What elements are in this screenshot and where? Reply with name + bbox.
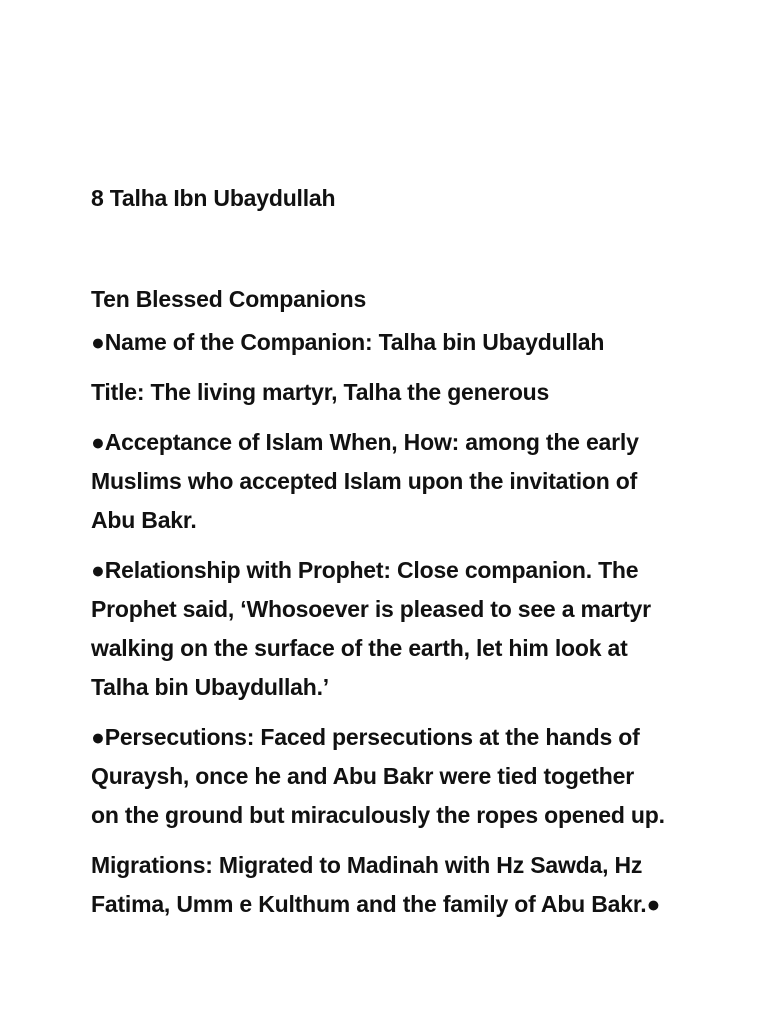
document-body (91, 182, 691, 924)
paragraph-companion-name: ●Name of the Companion: Talha bin Ubaydullah (91, 329, 605, 355)
paragraph-relationship-with-prophet: ●Relationship with Prophet: Close companion. The Prophet said, ‘Whosoever is pleased to see a martyr walking on the surface of the earth, let him look at Talha bin Ubaydullah.’ (91, 557, 651, 700)
document-title: 8 Talha Ibn Ubaydullah (91, 185, 336, 211)
paragraph-persecutions: ●Persecutions: Faced persecutions at the hands of Quraysh, once he and Abu Bakr were tied together on the ground but miraculously the ropes opened up. (91, 724, 665, 828)
paragraph-acceptance-of-islam: ●Acceptance of Islam When, How: among the early Muslims who accepted Islam upon the invitation of Abu Bakr. (91, 429, 639, 533)
paragraph-title: Title: The living martyr, Talha the generous (91, 379, 550, 405)
paragraph-migrations: Migrations: Migrated to Madinah with Hz Sawda, Hz Fatima, Umm e Kulthum and the family of Abu Bakr.● (91, 852, 661, 917)
section-heading: Ten Blessed Companions (91, 286, 367, 312)
